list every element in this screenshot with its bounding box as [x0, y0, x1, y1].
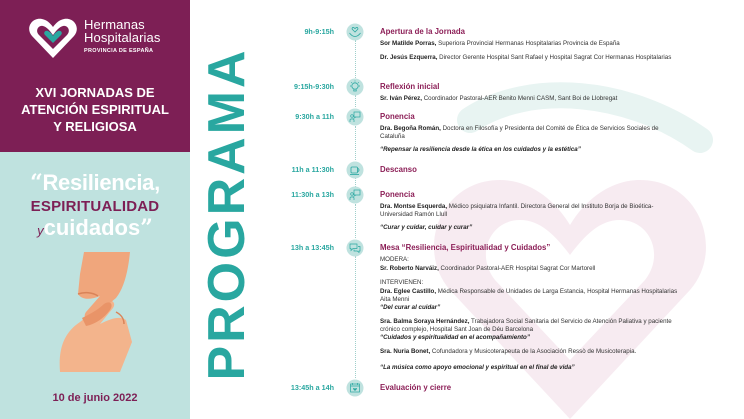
slot-time-4: 11h a 11:30h: [291, 165, 334, 174]
moderator-label: MODERA:: [380, 256, 409, 263]
person-role: Doctora en Filosofía y Presidenta del Comité de Ética de Servicios Sociales de Cataluña: [380, 125, 659, 140]
programa-text: PROGRAMA: [198, 47, 256, 381]
timeline-connector: [355, 126, 356, 160]
lightbulb-icon: [346, 78, 364, 96]
theme-line-3: cuidados: [43, 215, 141, 240]
timeline-connector: [355, 256, 356, 378]
close-quote: ”: [140, 215, 153, 241]
slot-5-talk: [380, 224, 680, 232]
person-name: Dra. Montse Esquerda,: [380, 203, 448, 210]
hands-heart-icon: [346, 23, 364, 41]
slot-time-7: 13:45h a 14h: [290, 383, 334, 392]
calendar-heart-icon: [346, 379, 364, 397]
coffee-cup-icon: [346, 161, 364, 179]
slot-6-speaker-3: [380, 348, 680, 356]
person-role: Superiora Provincial Hermanas Hospitalarias Provincia de España: [436, 40, 620, 47]
slot-time-1: 9h-9:15h: [304, 27, 334, 36]
slot-title-5: Ponencia: [380, 190, 415, 199]
slot-6-speaker-1-talk: [380, 304, 680, 312]
slot-title-1: Apertura de la Jornada: [380, 27, 465, 36]
slot-time-6: 13h a 13:45h: [290, 243, 334, 252]
event-title-line-1: XVI JORNADAS DE: [35, 85, 155, 100]
person-name: Sor Matilde Porras,: [380, 40, 437, 47]
slot-title-3: Ponencia: [380, 112, 415, 121]
speakers-label: INTERVIENEN:: [380, 279, 424, 286]
slot-6-speaker-2: [380, 318, 680, 334]
talk-title: “La música como apoyo emocional y espiritual en el final de vida”: [380, 364, 575, 371]
slot-6-speaker-3-talk: [380, 364, 680, 372]
theme-conjunction: y: [37, 223, 44, 238]
presenter-icon: [346, 186, 364, 204]
slot-1-person-2: [380, 54, 680, 62]
logo-name-2: Hospitalarias: [84, 30, 161, 45]
person-name: Dra. Eglee Castillo,: [380, 288, 437, 295]
slot-5-person-1: [380, 203, 680, 219]
person-role: Médica Responsable de Unidades de Larga Estancia, Hospital Hermanas Hospitalarias Aita Menni: [380, 288, 678, 303]
slot-title-6: Mesa “Resiliencia, Espiritualidad y Cuidados”: [380, 243, 551, 252]
talk-title: “Repensar la resiliencia desde la ética en los cuidados y la estética”: [380, 146, 581, 153]
slot-6-speaker-2-talk: [380, 334, 680, 342]
slot-time-3: 9:30h a 11h: [295, 112, 334, 121]
slot-time-5: 11:30h a 13h: [291, 190, 334, 199]
slot-title-4: Descanso: [380, 165, 417, 174]
event-date: 10 de junio 2022: [52, 392, 138, 404]
person-role: Cofundadora y Musicoterapeuta de la Asociación Ressò de Musicoterapia.: [430, 348, 637, 355]
slot-time-2: 9:15h-9:30h: [294, 82, 334, 91]
person-role: Médico psiquiatra Infantil. Directora General del Instituto Borja de Bioética-Universidad Ramón Llull: [380, 203, 654, 218]
person-role: Director Gerente Hospital Sant Rafael y Hospital Sagrat Cor Hermanas Hospitalarias: [437, 54, 672, 61]
timeline-connector: [355, 204, 356, 238]
logo-name-1: Hermanas: [84, 17, 145, 32]
person-role: Coordinador Pastoral-AER Benito Menni CASM, Sant Boi de Llobregat: [421, 95, 618, 102]
event-title-line-3: Y RELIGIOSA: [53, 119, 137, 134]
logo-subtitle: PROVINCIA DE ESPAÑA: [84, 48, 154, 54]
person-role: Trabajadora Social Sanitaria del Servicio de Atención Paliativa y paciente crónico complejo, Hospital Sant Joan de Déu Barcelona: [380, 318, 672, 333]
talk-title: “Curar y cuidar, cuidar y curar”: [380, 224, 473, 231]
slot-1-person-1: [380, 40, 680, 48]
person-name: Sr. Roberto Narváiz,: [380, 265, 439, 272]
talk-title: “Del curar al cuidar”: [380, 304, 441, 311]
person-name: Dr. Jesús Ezquerra,: [380, 54, 438, 61]
timeline-connector: [355, 40, 356, 78]
person-name: Sra. Balma Soraya Hernández,: [380, 318, 470, 325]
slot-title-7: Evaluación y cierre: [380, 383, 452, 392]
theme-line-1: Resiliencia,: [42, 170, 160, 195]
theme-line-2: ESPIRITUALIDAD: [30, 198, 160, 215]
person-role: Coordinador Pastoral-AER Hospital Sagrat Cor Martorell: [438, 265, 596, 272]
chat-bubbles-icon: [346, 239, 364, 257]
slot-6-moderator: [380, 265, 680, 273]
talk-title: “Cuidados y espiritualidad en el acompañamiento”: [380, 334, 530, 341]
open-quote: “: [30, 170, 43, 196]
presenter-icon: [346, 108, 364, 126]
slot-6-speaker-1: [380, 288, 680, 304]
person-name: Sra. Nuria Bonet,: [380, 348, 431, 355]
event-title-line-2: ATENCIÓN ESPIRITUAL: [21, 102, 169, 117]
slot-3-person-1: [380, 125, 680, 141]
slot-3-talk: [380, 146, 680, 154]
slot-title-2: Reflexión inicial: [380, 82, 440, 91]
timeline-connector: [355, 95, 356, 107]
slot-2-person-1: [380, 95, 680, 103]
person-name: Dra. Begoña Román,: [380, 125, 441, 132]
person-name: Sr. Iván Pérez,: [380, 95, 422, 102]
